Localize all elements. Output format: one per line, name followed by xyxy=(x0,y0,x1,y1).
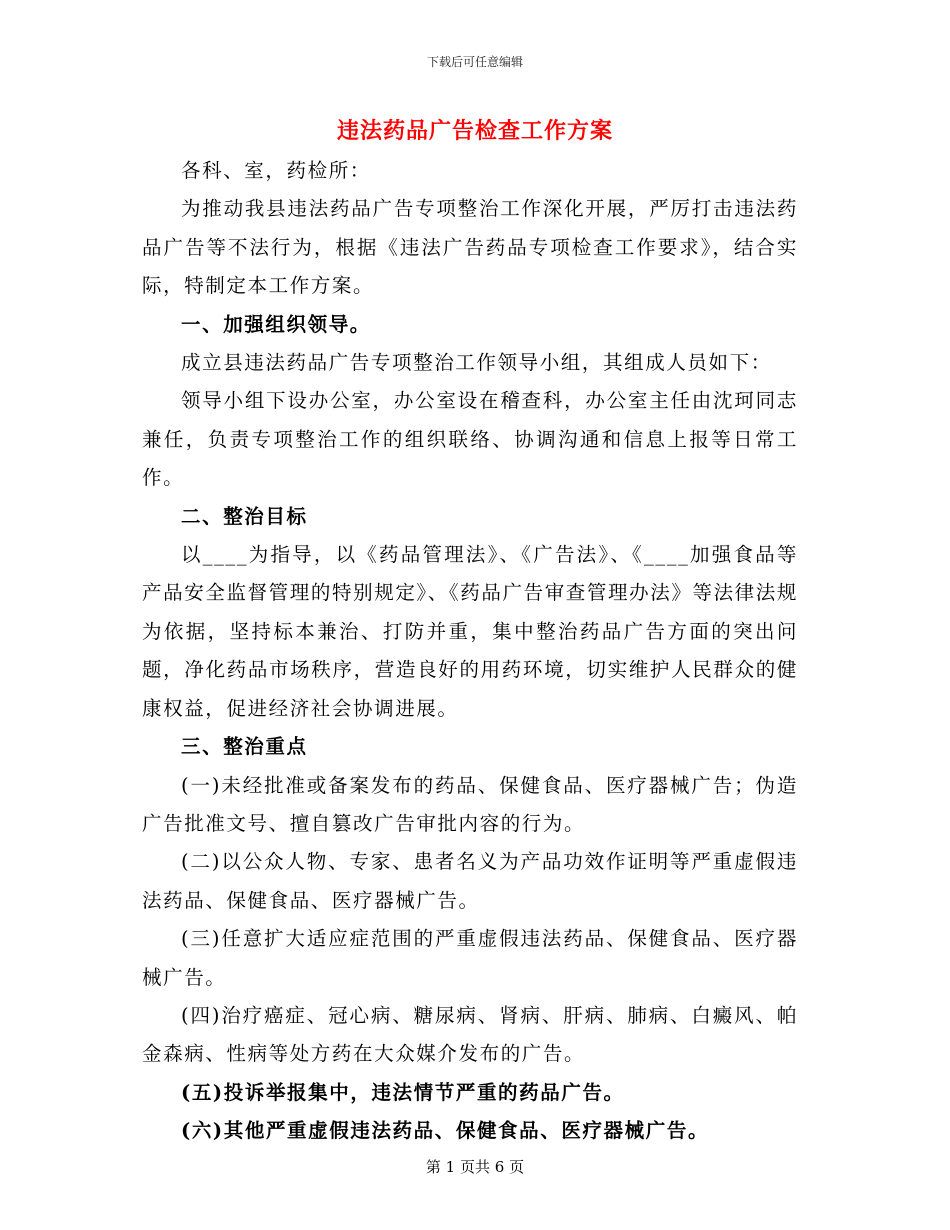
list-item-3: (三)任意扩大适应症范围的严重虚假违法药品、保健食品、医疗器械广告。 xyxy=(142,927,798,989)
section-heading-1: 一、加强组织领导。 xyxy=(181,312,371,336)
document-body xyxy=(142,152,798,1151)
paragraph-office: 领导小组下设办公室，办公室设在稽查科，办公室主任由沈珂同志兼任，负责专项整治工作的组织联络、协调沟通和信息上报等日常工作。 xyxy=(142,389,798,490)
list-item-4: (四)治疗癌症、冠心病、糖尿病、肾病、肝病、肺病、白癜风、帕金森病、性病等处方药在大众媒介发布的广告。 xyxy=(142,1003,798,1066)
salutation: 各科、室，药检所： xyxy=(181,159,371,182)
list-item-1: (一)未经批准或备案发布的药品、保健食品、医疗器械广告；伪造广告批准文号、擅自篡改广告审批内容的行为。 xyxy=(142,773,798,835)
paragraph-goals: 以____为指导，以《药品管理法》、《广告法》、《____加强食品等产品安全监督管理的特别规定》、《药品广告审查管理办法》等法律法规为依据，坚持标本兼治、打防并重，集中整治药品广告方面的突出问题，净化药品市场秩序，营造良好的用药环境，切实维护人民群众的健康权益，促进经济社会协调进展。 xyxy=(142,543,798,720)
list-item-2: (二)以公众人物、专家、患者名义为产品功效作证明等严重虚假违法药品、保健食品、医疗器械广告。 xyxy=(142,850,798,912)
page-number: 第 1 页共 6 页 xyxy=(425,1158,525,1176)
page-header: 下载后可任意编辑 xyxy=(426,55,523,69)
intro-paragraph: 为推动我县违法药品广告专项整治工作深化开展，严厉打击违法药品广告等不法行为，根据《违法广告药品专项检查工作要求》，结合实际，特制定本工作方案。 xyxy=(142,197,798,298)
section-heading-3: 三、整治重点 xyxy=(181,735,308,759)
paragraph-leadership-group: 成立县违法药品广告专项整治工作领导小组，其组成人员如下： xyxy=(181,351,772,375)
section-heading-2: 二、整治目标 xyxy=(181,504,308,528)
list-item-5: (五)投诉举报集中，违法情节严重的药品广告。 xyxy=(181,1080,625,1104)
list-item-6: (六)其他严重虚假违法药品、保健食品、医疗器械广告。 xyxy=(181,1119,710,1143)
document-title: 违法药品广告检查工作方案 xyxy=(336,118,613,144)
